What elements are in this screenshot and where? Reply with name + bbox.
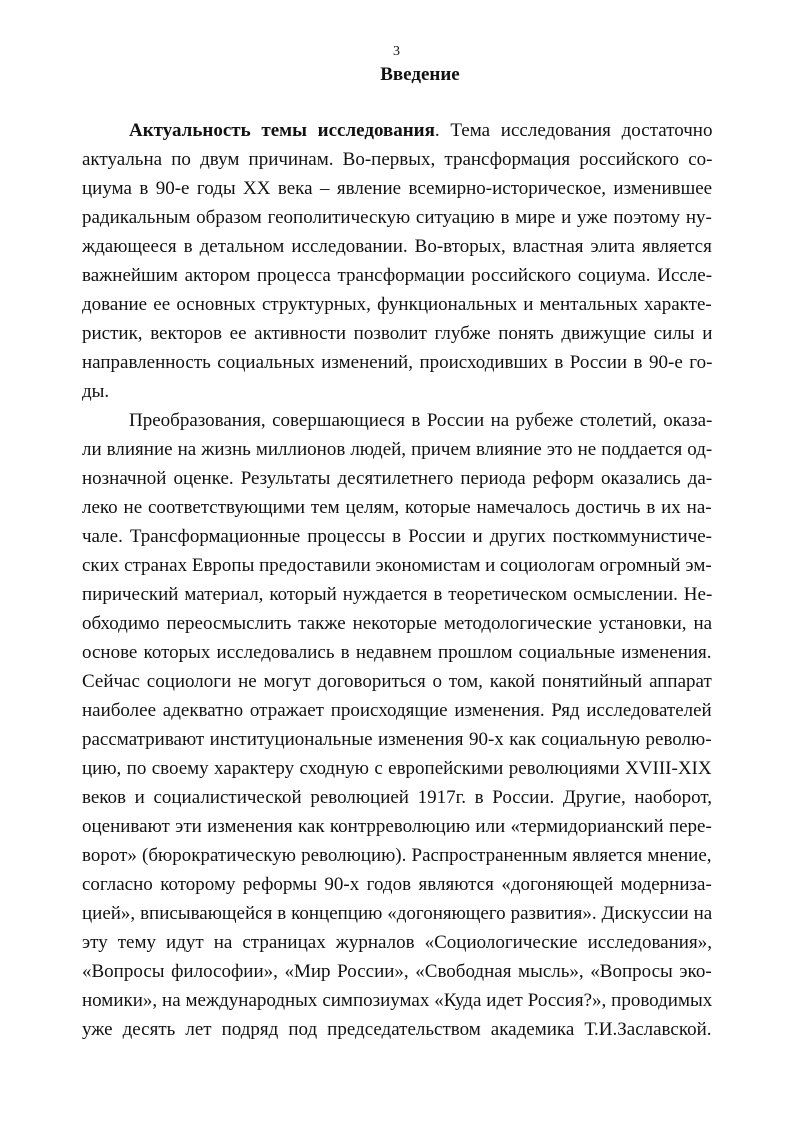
paragraph-line: номики», на международных симпозиумах «Куда идет Россия?», проводимых bbox=[82, 990, 713, 1011]
paragraph-line: важнейшим актором процесса трансформации российского социума. Иссле- bbox=[82, 265, 713, 286]
page-number: 3 bbox=[393, 44, 400, 59]
paragraph-line: циума в 90-е годы XX века – явление всемирно-историческое, изменившее bbox=[82, 178, 713, 199]
paragraph-line: Преобразования, совершающиеся в России на рубеже столетий, оказа- bbox=[129, 410, 713, 431]
paragraph-line: веков и социалистической революцией 1917г. в России. Другие, наоборот, bbox=[82, 787, 713, 808]
paragraph-line: оценивают эти изменения как контрреволюцию или «термидорианский пере- bbox=[82, 816, 712, 837]
paragraph-line: ских странах Европы предоставили экономистам и социологам огромный эм- bbox=[82, 555, 712, 576]
paragraph-line: ждающееся в детальном исследовании. Во-вторых, властная элита является bbox=[82, 236, 712, 257]
paragraph-line: цию, по своему характеру сходную с европейскими революциями XVIII-XIX bbox=[82, 758, 712, 779]
section-heading: Введение bbox=[380, 64, 460, 85]
paragraph-line: ристик, векторов ее активности позволит глубже понять движущие силы и bbox=[82, 323, 713, 344]
paragraph-line: «Вопросы философии», «Мир России», «Свободная мысль», «Вопросы эко- bbox=[82, 961, 712, 982]
paragraph-line: уже десять лет подряд под председательством академика Т.И.Заславской. bbox=[82, 1019, 712, 1040]
paragraph-line: направленность социальных изменений, происходивших в России в 90-е го- bbox=[82, 352, 713, 373]
paragraph-line: цией», вписывающейся в концепцию «догоняющего развития». Дискуссии на bbox=[82, 903, 713, 924]
paragraph-line: Сейчас социологи не могут договориться о том, какой понятийный аппарат bbox=[82, 671, 712, 692]
paragraph-line: ворот» (бюрократическую революцию). Распространенным является мнение, bbox=[82, 845, 712, 866]
paragraph-line: пирический материал, который нуждается в теоретическом осмыслении. Не- bbox=[82, 584, 713, 605]
paragraph-line: ли влияние на жизнь миллионов людей, причем влияние это не поддается од- bbox=[82, 439, 713, 460]
paragraph-line: Актуальность темы исследования. Тема исследования достаточно bbox=[129, 120, 713, 141]
paragraph-line: наиболее адекватно отражает происходящие изменения. Ряд исследователей bbox=[82, 700, 712, 721]
paragraph-line: дование ее основных структурных, функциональных и ментальных характе- bbox=[82, 294, 712, 315]
paragraph-line: чале. Трансформационные процессы в России и других посткоммунистиче- bbox=[82, 526, 713, 547]
paragraph-line: ды. bbox=[82, 381, 110, 402]
paragraph-line: обходимо переосмыслить также некоторые методологические установки, на bbox=[82, 613, 713, 634]
paragraph-lead: Актуальность темы исследования bbox=[129, 120, 435, 141]
paragraph-line: леко не соответствующими тем целям, которые намечалось достичь в их на- bbox=[82, 497, 712, 518]
paragraph-line: эту тему идут на страницах журналов «Социологические исследования», bbox=[82, 932, 712, 953]
paragraph-line: основе которых исследовались в недавнем прошлом социальные изменения. bbox=[82, 642, 712, 663]
paragraph-line: нозначной оценке. Результаты десятилетнего периода реформ оказались да- bbox=[82, 468, 713, 489]
paragraph-line: актуальна по двум причинам. Во-первых, трансформация российского со- bbox=[82, 149, 713, 170]
paragraph-line: согласно которому реформы 90-х годов являются «догоняющей модерниза- bbox=[82, 874, 712, 895]
paragraph-line: рассматривают институциональные изменения 90-х как социальную револю- bbox=[82, 729, 712, 750]
paragraph-line: радикальным образом геополитическую ситуацию в мире и уже поэтому ну- bbox=[82, 207, 712, 228]
